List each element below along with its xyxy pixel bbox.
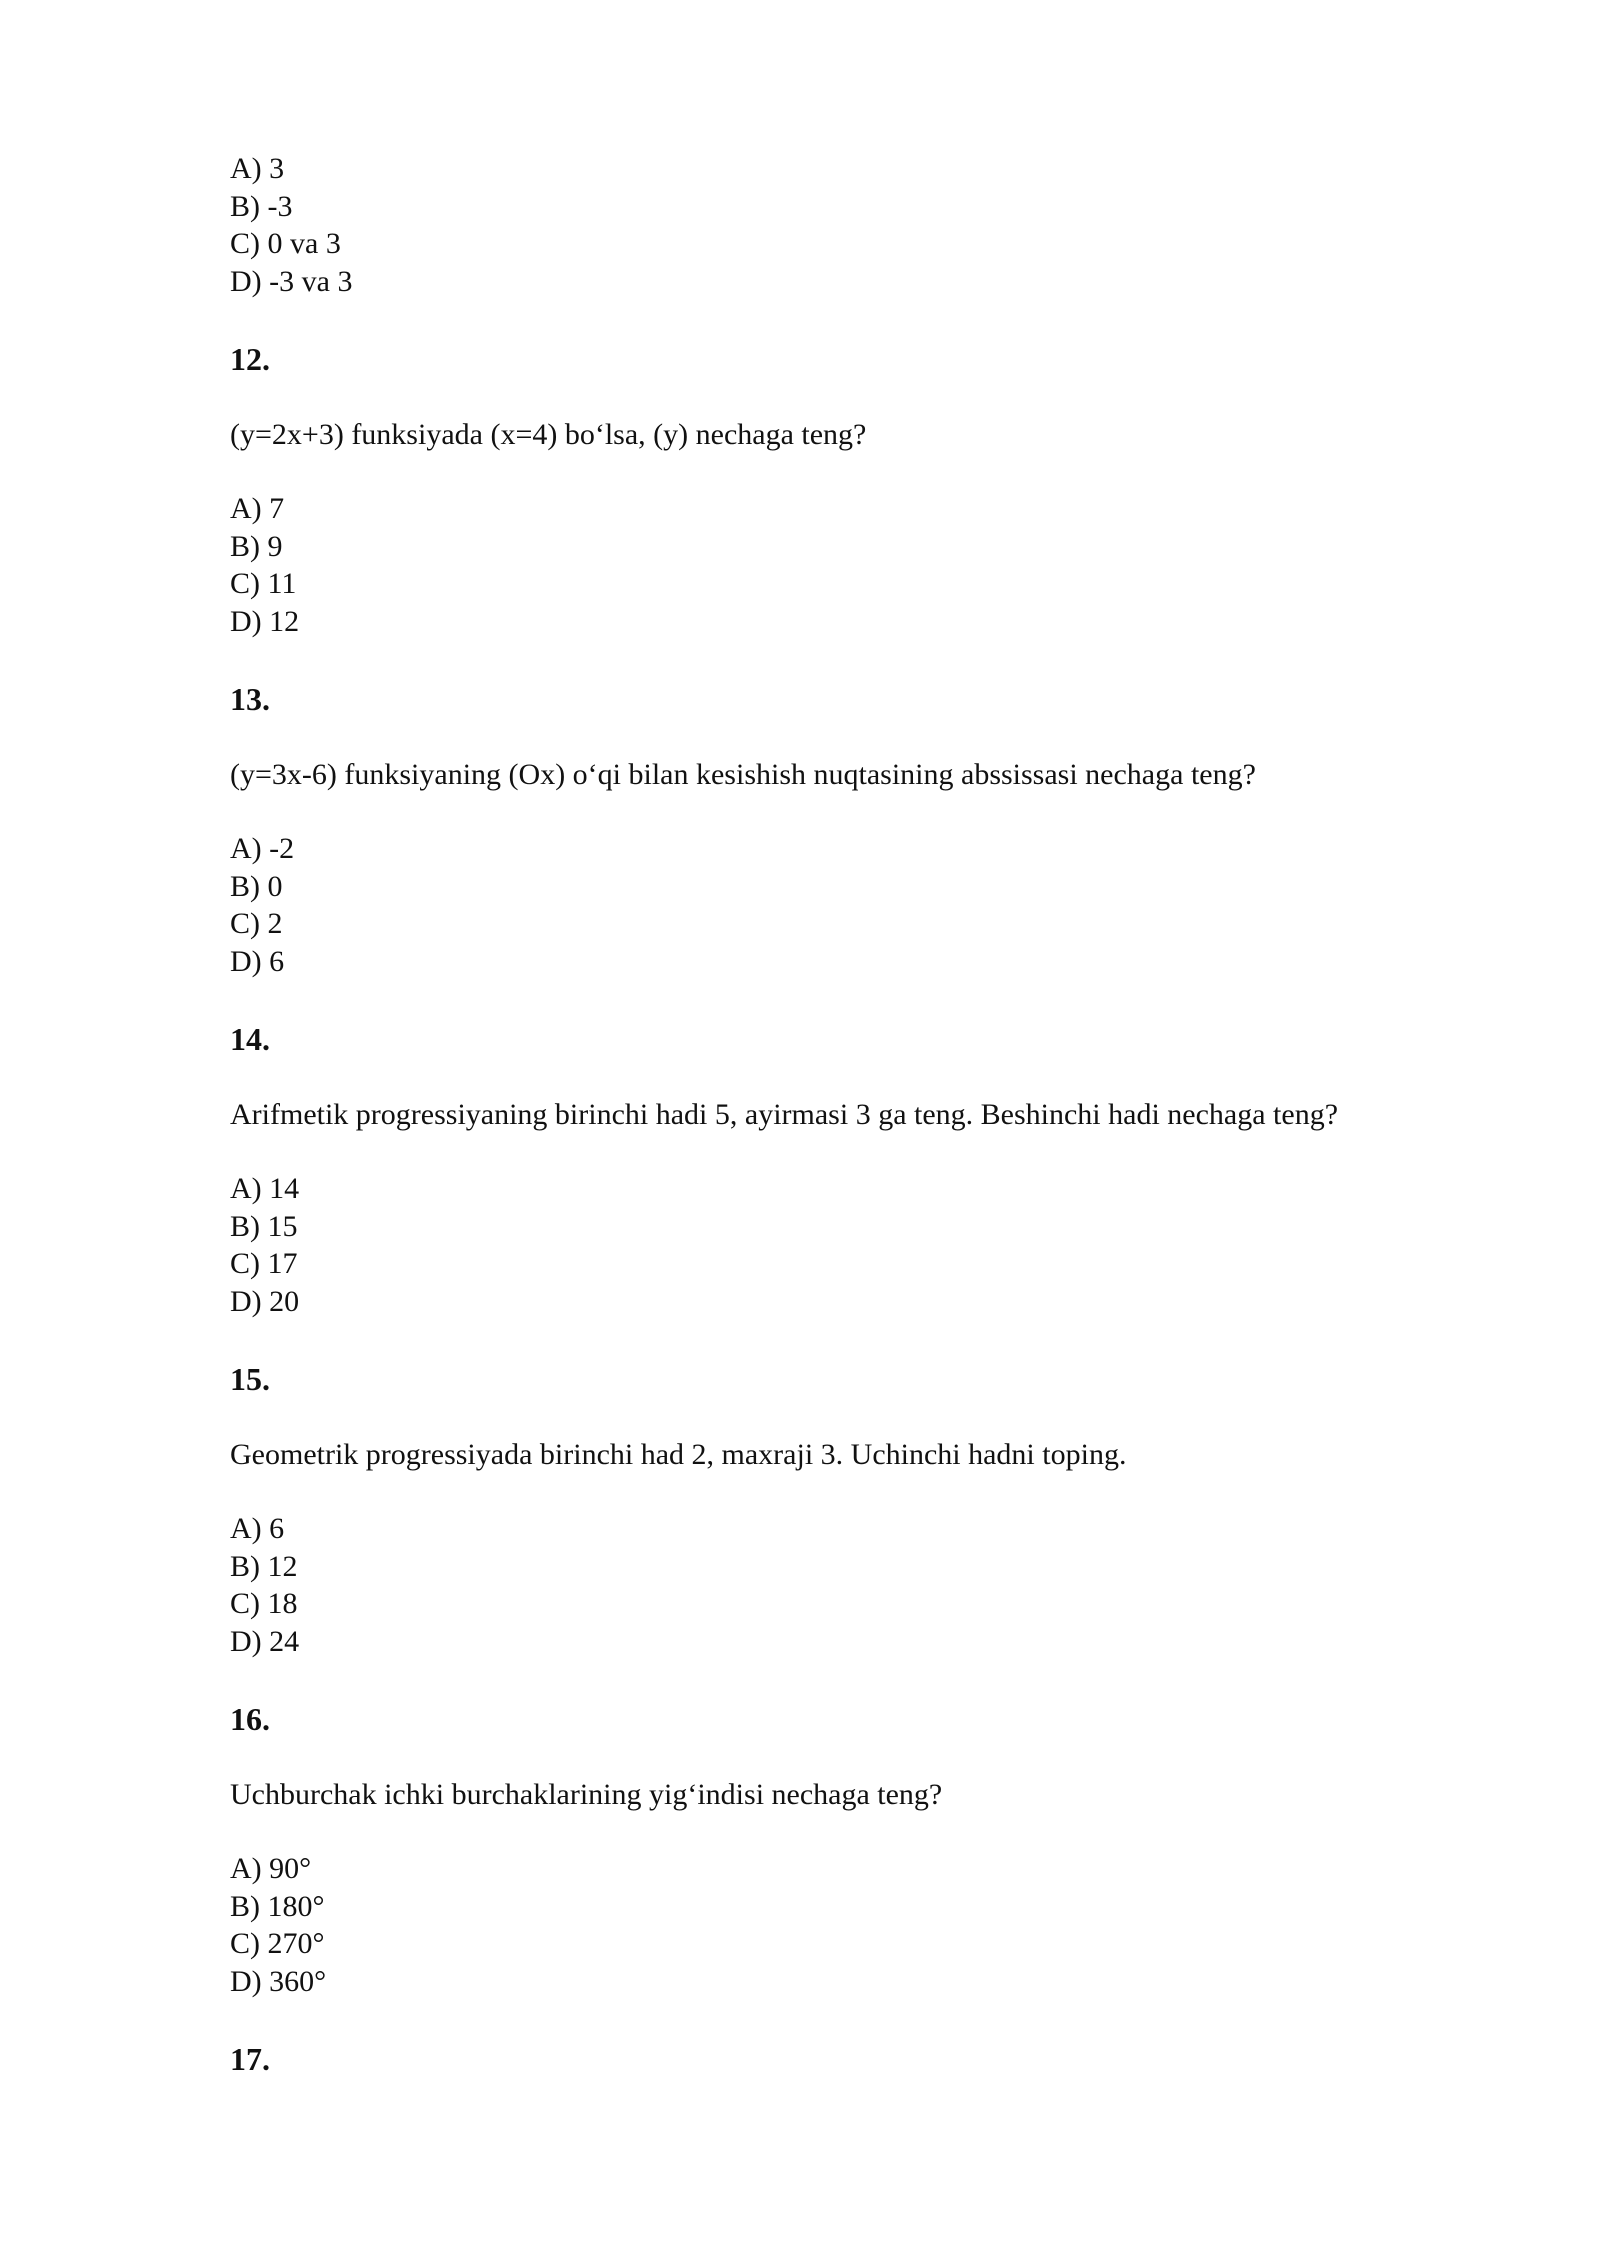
question-number: 12.	[230, 341, 270, 377]
option: B) 0	[230, 869, 283, 903]
answer-options	[230, 1170, 1480, 1320]
option: A) -2	[230, 832, 295, 865]
option: C) 2	[230, 907, 283, 940]
question-text: (y=3x-6) funksiyaning (Ox) o‘qi bilan kesishish nuqtasining abssissasi nechaga teng?	[230, 758, 1256, 791]
option: A) 90°	[230, 1852, 312, 1885]
answer-options	[230, 490, 1480, 640]
option: B) 12	[230, 1549, 298, 1583]
option: D) -3 va 3	[230, 264, 353, 298]
option: A) 6	[230, 1512, 285, 1545]
option: A) 14	[230, 1172, 300, 1205]
option: C) 0 va 3	[230, 227, 341, 260]
option: C) 11	[230, 567, 297, 600]
option: B) 180°	[230, 1889, 325, 1923]
option: B) 15	[230, 1209, 298, 1243]
leading-options	[230, 150, 1480, 300]
question-15	[230, 1359, 1480, 1660]
answer-options	[230, 1510, 1480, 1660]
option: D) 24	[230, 1624, 300, 1658]
question-number: 16.	[230, 1701, 270, 1737]
question-number: 14.	[230, 1021, 270, 1057]
option: B) 9	[230, 529, 283, 563]
question-13	[230, 679, 1480, 980]
question-text: Uchburchak ichki burchaklarining yig‘indisi nechaga teng?	[230, 1778, 943, 1811]
option: C) 270°	[230, 1927, 325, 1960]
option: D) 20	[230, 1284, 300, 1318]
option: D) 12	[230, 604, 300, 638]
option: C) 17	[230, 1247, 298, 1280]
question-number: 13.	[230, 681, 270, 717]
question-text: Geometrik progressiyada birinchi had 2, maxraji 3. Uchinchi hadni toping.	[230, 1438, 1127, 1471]
answer-options	[230, 830, 1480, 980]
question-number-17: 17.	[230, 2041, 270, 2077]
question-14	[230, 1019, 1480, 1320]
question-text: (y=2x+3) funksiyada (x=4) bo‘lsa, (y) nechaga teng?	[230, 418, 867, 451]
option: B) -3	[230, 189, 293, 223]
option: D) 360°	[230, 1964, 327, 1998]
question-12	[230, 339, 1480, 640]
option: A) 7	[230, 492, 285, 525]
answer-options	[230, 1850, 1480, 2000]
option: D) 6	[230, 944, 285, 978]
option: A) 3	[230, 152, 285, 185]
question-number: 15.	[230, 1361, 270, 1397]
question-text: Arifmetik progressiyaning birinchi hadi 5, ayirmasi 3 ga teng. Beshinchi hadi nechaga teng?	[230, 1098, 1339, 1131]
question-16	[230, 1699, 1480, 2000]
option: C) 18	[230, 1587, 298, 1620]
document-page	[230, 150, 1480, 2079]
